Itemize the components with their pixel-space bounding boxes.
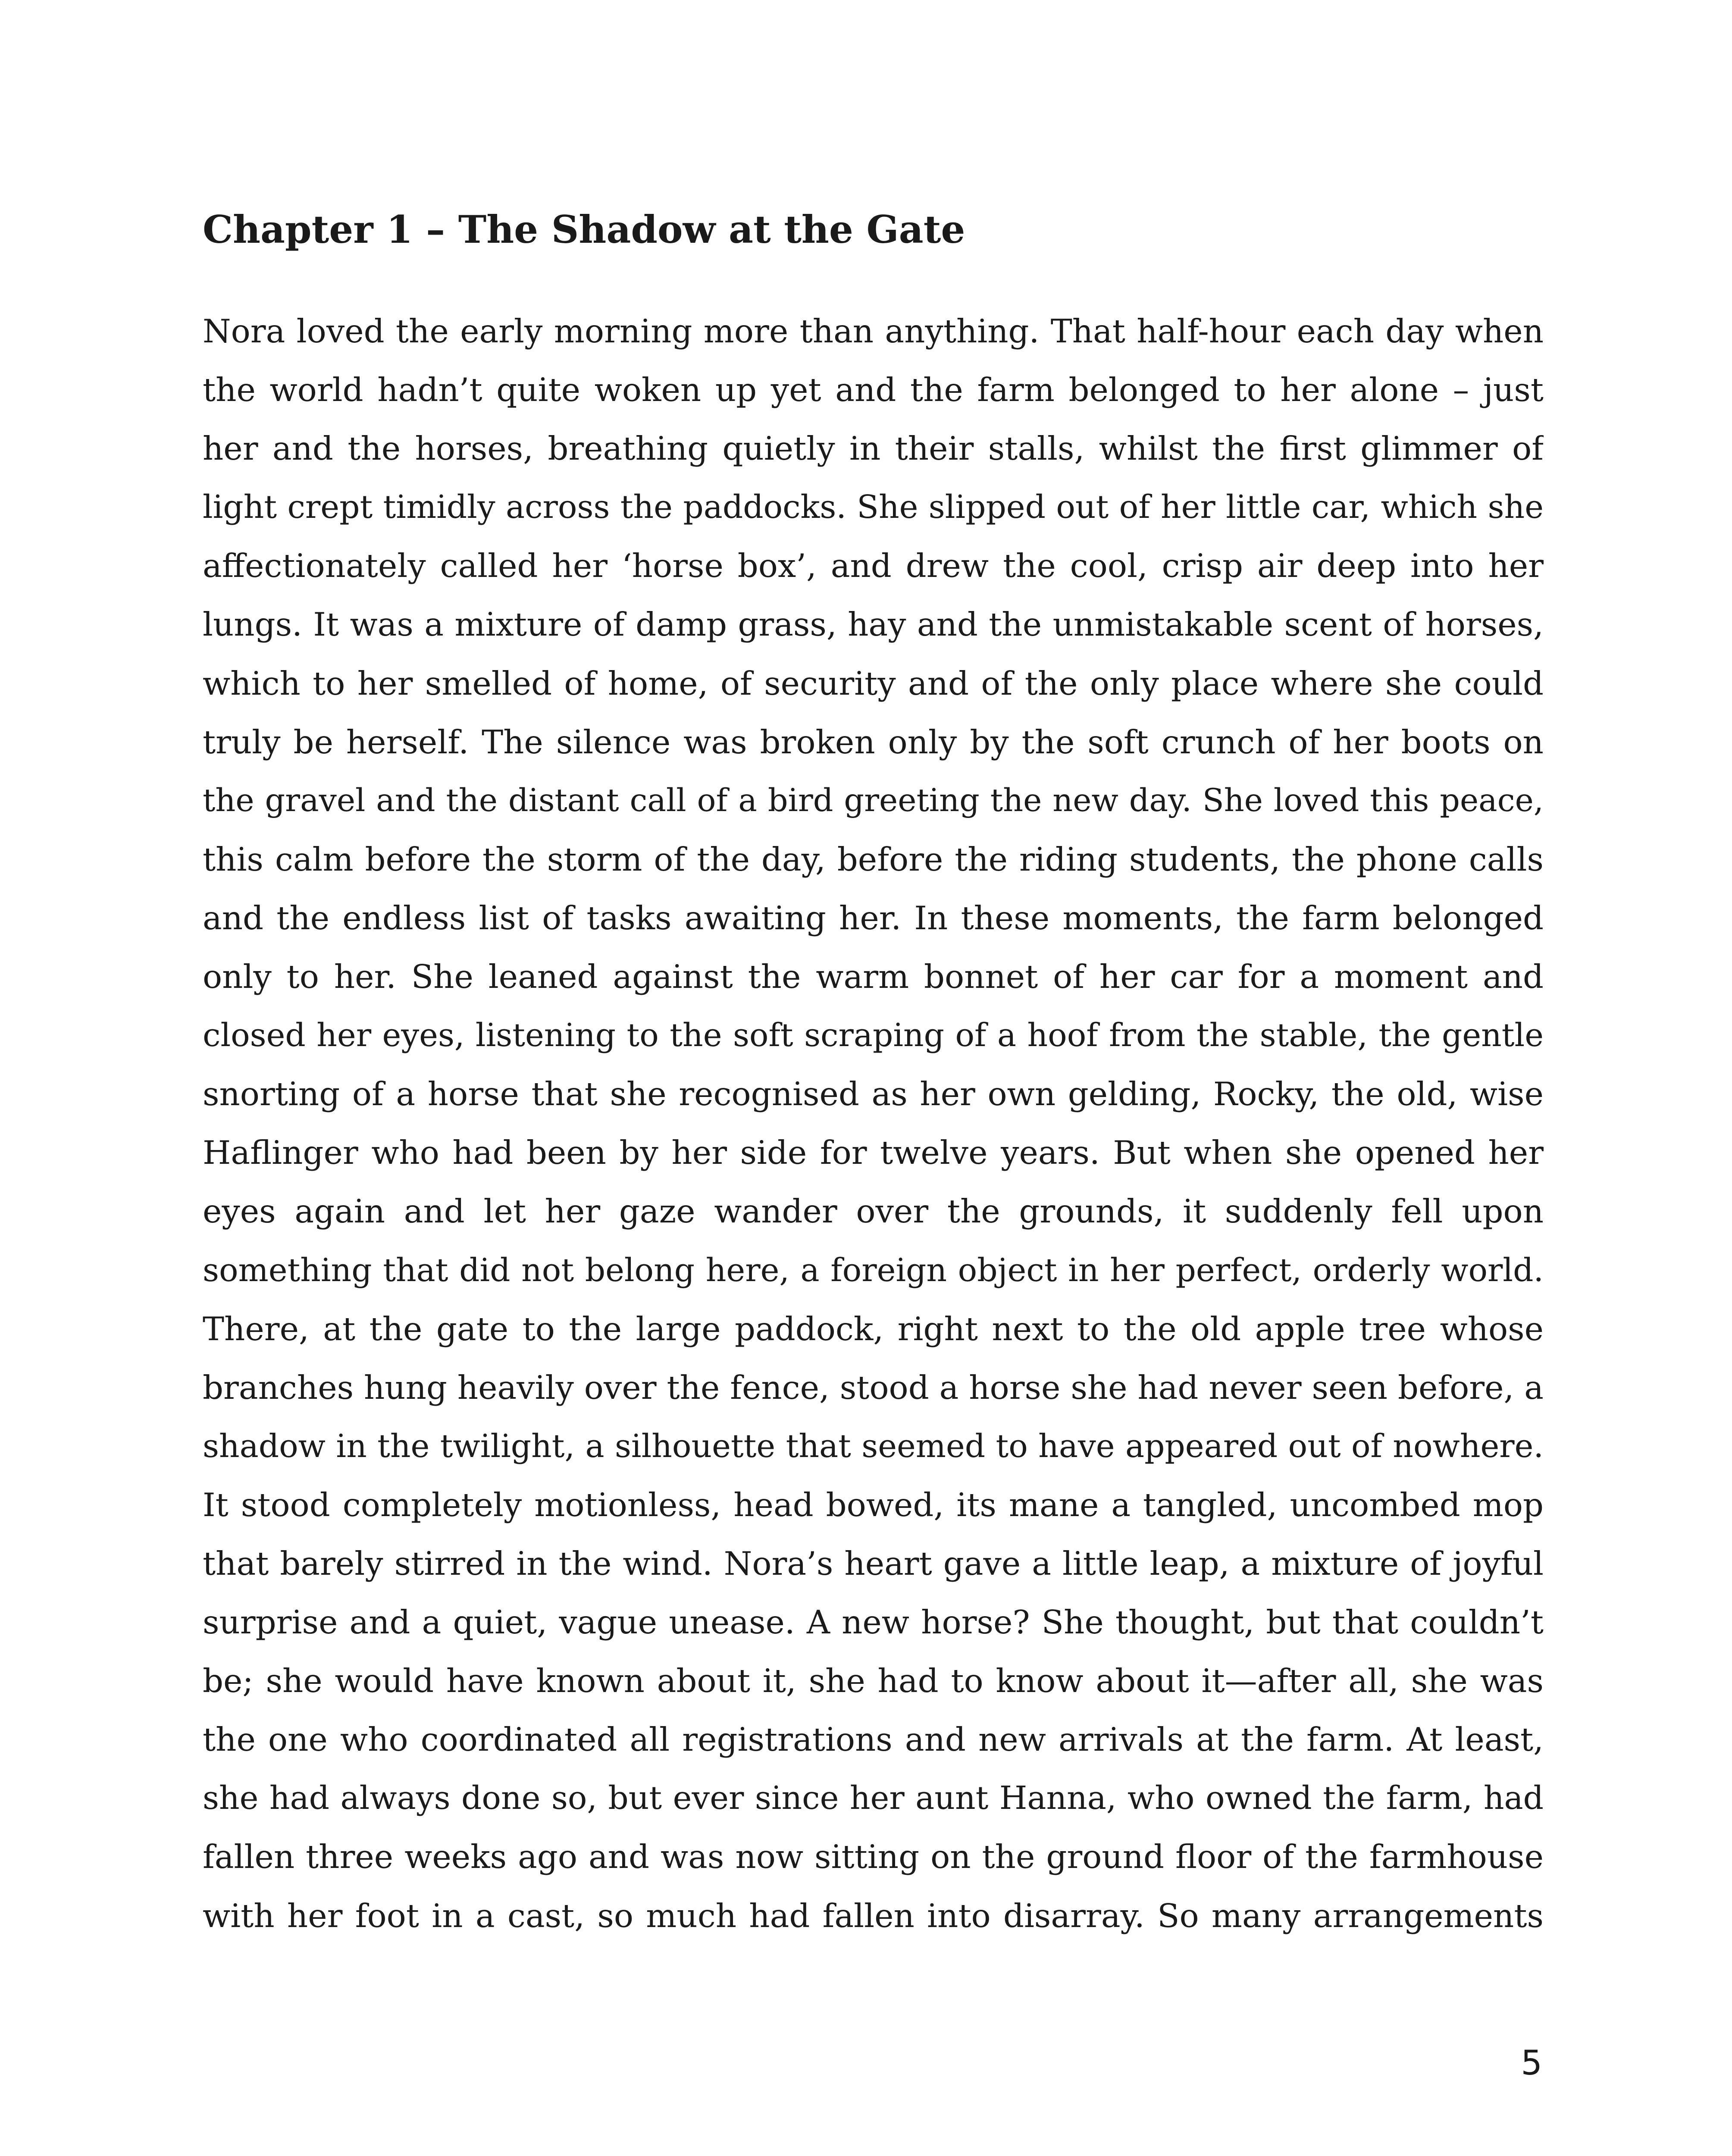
text-line: she had always done so, but ever since her aunt Hanna, who owned the farm, had bbox=[203, 1780, 1544, 1817]
text-line: There, at the gate to the large paddock, right next to the old apple tree whose bbox=[203, 1310, 1544, 1348]
text-line: the world hadn’t quite woken up yet and the farm belonged to her alone – just bbox=[203, 371, 1544, 409]
text-line: affectionately called her ‘horse box’, and drew the cool, crisp air deep into her bbox=[203, 547, 1544, 585]
text-line: Haflinger who had been by her side for twelve years. But when she opened her bbox=[203, 1134, 1544, 1172]
text-line: shadow in the twilight, a silhouette that seemed to have appeared out of nowhere. bbox=[203, 1427, 1544, 1465]
text-line: surprise and a quiet, vague unease. A new horse? She thought, but that couldn’t bbox=[203, 1603, 1544, 1642]
page-number: 5 bbox=[1521, 2044, 1542, 2083]
text-line: something that did not belong here, a foreign object in her perfect, orderly world. bbox=[203, 1251, 1544, 1289]
body-paragraph bbox=[203, 302, 1544, 1945]
text-line: Nora loved the early morning more than anything. That half-hour each day when bbox=[203, 312, 1544, 350]
text-line: It stood completely motionless, head bowed, its mane a tangled, uncombed mop bbox=[203, 1485, 1544, 1524]
text-line: her and the horses, breathing quietly in their stalls, whilst the first glimmer of bbox=[203, 429, 1544, 468]
text-line: eyes again and let her gaze wander over the grounds, it suddenly fell upon bbox=[203, 1192, 1544, 1231]
text-line: branches hung heavily over the fence, stood a horse she had never seen before, a bbox=[203, 1368, 1544, 1407]
text-line: closed her eyes, listening to the soft scraping of a hoof from the stable, the gentle bbox=[203, 1017, 1544, 1054]
text-line: fallen three weeks ago and was now sitting on the ground floor of the farmhouse bbox=[203, 1838, 1544, 1876]
text-line: be; she would have known about it, she had to know about it—after all, she was bbox=[203, 1662, 1544, 1700]
chapter-title: Chapter 1 – The Shadow at the Gate bbox=[203, 207, 965, 252]
text-line: lungs. It was a mixture of damp grass, hay and the unmistakable scent of horses, bbox=[203, 605, 1544, 644]
text-line: light crept timidly across the paddocks. She slipped out of her little car, which she bbox=[203, 489, 1544, 526]
text-line: with her foot in a cast, so much had fallen into disarray. So many arrangements bbox=[203, 1896, 1544, 1935]
text-line: snorting of a horse that she recognised as her own gelding, Rocky, the old, wise bbox=[203, 1075, 1544, 1113]
text-line: only to her. She leaned against the warm bonnet of her car for a moment and bbox=[203, 958, 1544, 996]
text-line: which to her smelled of home, of security and of the only place where she could bbox=[203, 664, 1544, 702]
text-line: and the endless list of tasks awaiting her. In these moments, the farm belonged bbox=[203, 899, 1544, 937]
text-line: truly be herself. The silence was broken only by the soft crunch of her boots on bbox=[203, 723, 1544, 761]
text-line: that barely stirred in the wind. Nora’s heart gave a little leap, a mixture of joyful bbox=[203, 1544, 1544, 1583]
text-line: this calm before the storm of the day, before the riding students, the phone calls bbox=[203, 840, 1544, 878]
text-line: the gravel and the distant call of a bird greeting the new day. She loved this peace, bbox=[203, 782, 1544, 819]
text-line: the one who coordinated all registrations and new arrivals at the farm. At least, bbox=[203, 1720, 1544, 1759]
